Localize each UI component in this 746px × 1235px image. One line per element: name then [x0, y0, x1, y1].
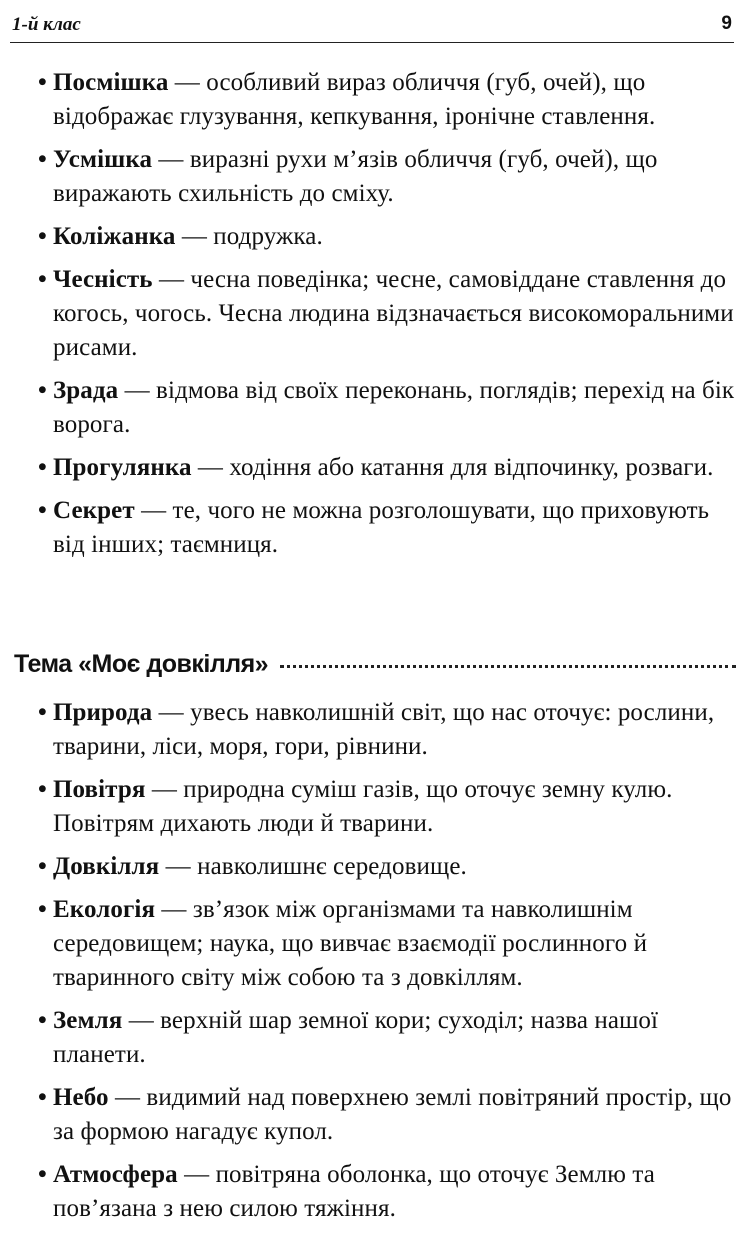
glossary-entry [38, 66, 738, 134]
entry-term: Усмішка [53, 146, 153, 173]
entry-term: Чесність [53, 266, 153, 293]
glossary-entry [38, 374, 738, 442]
page-number: 9 [721, 13, 732, 34]
entry-definition: — особливий вираз обличчя (губ, очей), що відображає глузування, кепкування, іронічне ставлення. [53, 69, 656, 130]
section-title: Тема «Моє довкілля» [14, 650, 269, 678]
glossary-entry [38, 1081, 738, 1149]
glossary-entry [38, 220, 738, 254]
entry-term: Зрада [53, 377, 119, 404]
glossary-entry [38, 1158, 738, 1226]
glossary-entry [38, 696, 738, 764]
glossary-entry [38, 1004, 738, 1072]
glossary-list-2 [38, 696, 738, 1235]
entry-definition: — увесь навколишній світ, що нас оточує: рослини, тварини, ліси, моря, гори, рівнини. [53, 699, 715, 760]
entry-definition: — навколишнє середовище. [159, 853, 467, 880]
entry-definition: — відмова від своїх переконань, поглядів; перехід на бік ворога. [53, 377, 735, 438]
bullet-icon: • [38, 896, 47, 923]
bullet-icon: • [38, 1007, 47, 1034]
glossary-entry [38, 143, 738, 211]
glossary-entry [38, 850, 738, 884]
entry-term: Довкілля [53, 853, 160, 880]
entry-definition: — верхній шар земної кори; суходіл; назва нашої планети. [53, 1007, 659, 1068]
entry-definition: — видимий над поверхнею землі повітряний простір, що за формою нагадує купол. [53, 1084, 732, 1145]
bullet-icon: • [38, 776, 47, 803]
section-heading [14, 650, 736, 679]
glossary-entry [38, 773, 738, 841]
bullet-icon: • [38, 1161, 47, 1188]
entry-definition: — подружка. [175, 223, 323, 250]
entry-term: Прогулянка [53, 454, 192, 481]
bullet-icon: • [38, 266, 47, 293]
entry-term: Атмосфера [53, 1161, 178, 1188]
entry-term: Коліжанка [53, 223, 176, 250]
bullet-icon: • [38, 853, 47, 880]
glossary-entry [38, 263, 738, 365]
bullet-icon: • [38, 69, 47, 96]
entry-term: Земля [53, 1007, 123, 1034]
glossary-entry [38, 451, 738, 485]
bullet-icon: • [38, 223, 47, 250]
entry-definition: — повітряна оболонка, що оточує Землю та пов’язана з нею силою тяжіння. [53, 1161, 655, 1222]
bullet-icon: • [38, 497, 47, 524]
entry-term: Повітря [53, 776, 146, 803]
running-title: 1-й клас [12, 14, 81, 35]
entry-term: Екологія [53, 896, 156, 923]
page-header [10, 12, 734, 43]
entry-definition: — виразні рухи м’язів обличчя (губ, очей), що виражають схильність до сміху. [53, 146, 658, 207]
bullet-icon: • [38, 146, 47, 173]
entry-term: Небо [53, 1084, 109, 1111]
entry-term: Посмішка [53, 69, 169, 96]
entry-definition: — ходіння або катання для відпочинку, розваги. [191, 454, 714, 481]
entry-definition: — зв’язок між організмами та навколишнім середовищем; наука, що вивчає взаємодії рослинного й тваринного світу між собою та з довкіллям. [53, 896, 648, 991]
entry-definition: — чесна поведінка; чесне, самовіддане ставлення до когось, чогось. Чесна людина відзначається високоморальними рисами. [53, 266, 734, 361]
bullet-icon: • [38, 1084, 47, 1111]
bullet-icon: • [38, 377, 47, 404]
bullet-icon: • [38, 454, 47, 481]
entry-term: Секрет [53, 497, 135, 524]
dotted-leader [280, 665, 736, 668]
glossary-list-1 [38, 66, 738, 571]
entry-definition: — те, чого не можна розголошувати, що приховують від інших; таємниця. [53, 497, 710, 558]
glossary-entry [38, 494, 738, 562]
entry-definition: — природна суміш газів, що оточує земну кулю. Повітрям дихають люди й тварини. [53, 776, 673, 837]
bullet-icon: • [38, 699, 47, 726]
glossary-entry [38, 893, 738, 995]
entry-term: Природа [53, 699, 153, 726]
